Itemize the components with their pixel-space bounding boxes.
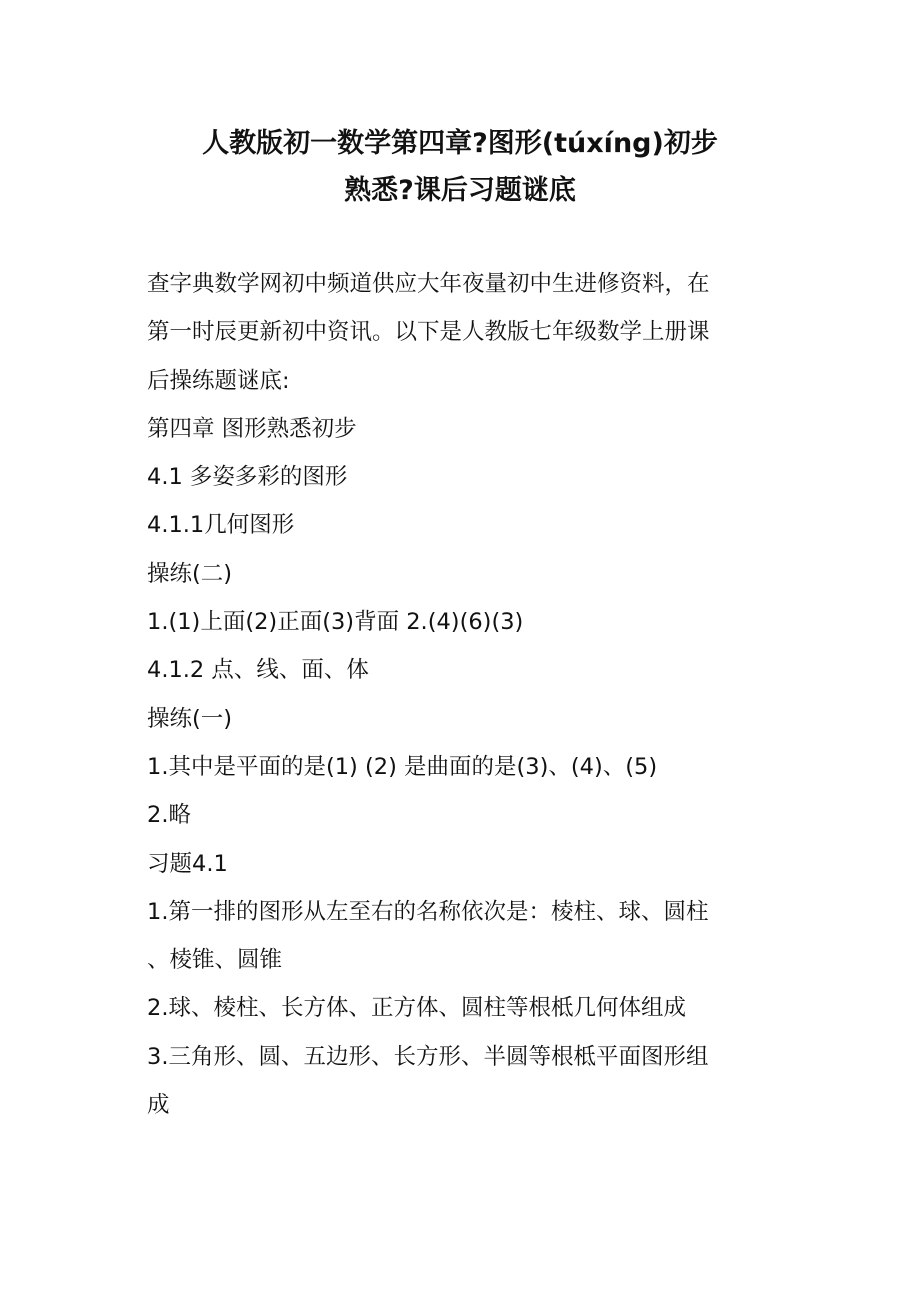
subsection-heading: 4.1.1几何图形 (147, 512, 295, 539)
exercise-heading: 习题4.1 (147, 850, 228, 877)
answer-line: 1.其中是平面的是(1) (2) 是曲面的是(3)、(4)、(5) (147, 753, 658, 780)
answer-line: 成 (147, 1092, 170, 1119)
answer-line: 2.球、棱柱、长方体、正方体、圆柱等根柢几何体组成 (147, 995, 686, 1022)
answer-line: 1.第一排的图形从左至右的名称依次是：棱柱、球、圆柱 (147, 898, 709, 925)
paragraph-line: 第一时辰更新初中资讯。以下是人教版七年级数学上册课 (147, 319, 710, 346)
subsection-heading: 4.1.2 点、线、面、体 (147, 657, 369, 684)
exercise-heading: 操练(一) (147, 705, 233, 732)
answer-line: 1.(1)上面(2)正面(3)背面 2.(4)(6)(3) (147, 609, 524, 636)
section-heading: 4.1 多姿多彩的图形 (147, 464, 348, 491)
paragraph-line: 后操练题谜底: (147, 367, 290, 394)
answer-line: 2.略 (147, 802, 191, 829)
document-title-line-1: 人教版初一数学第四章?图形(túxíng)初步 (202, 128, 718, 159)
answer-line: 3.三角形、圆、五边形、长方形、半圆等根柢平面图形组 (147, 1043, 709, 1070)
chapter-heading: 第四章 图形熟悉初步 (147, 415, 357, 442)
document-title-line-2: 熟悉?课后习题谜底 (344, 175, 576, 206)
document-body (147, 265, 787, 1134)
answer-line: 、棱锥、圆锥 (147, 947, 283, 974)
paragraph-line: 查字典数学网初中频道供应大年夜量初中生进修资料，在 (147, 271, 710, 297)
exercise-heading: 操练(二) (147, 560, 233, 587)
